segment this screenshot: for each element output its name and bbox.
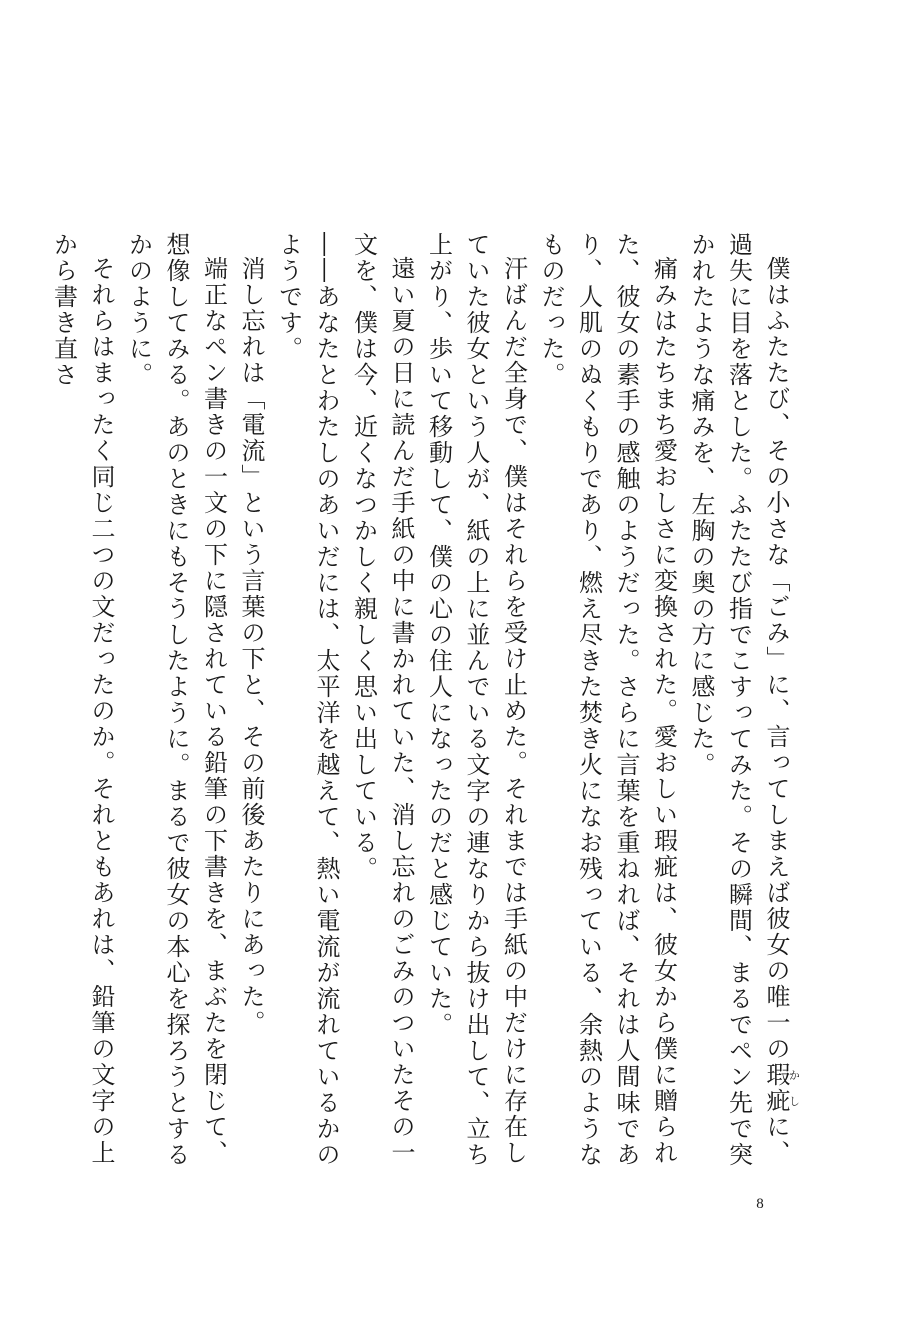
paragraph-1-post: に、過失に目を落とした。ふたたび指でこすってみた。その瞬間、まるでペン先で突かれたような痛みを、左胸の奥の方に感じた。 (687, 232, 790, 1168)
paragraph-1-pre: 僕はふたたび、その小さな「ごみ」に、言ってしまえば彼女の唯一の (762, 256, 790, 1062)
paragraph-7: それらはまったく同じ二つの文だったのか。それともあれは、鉛筆の文字の上から書き直さ (49, 232, 115, 1166)
ruby-base: 瑕疵 (762, 1062, 790, 1114)
page-number: 8 (756, 1196, 764, 1212)
ruby-kashi (762, 1062, 801, 1114)
ruby-reading: かし (787, 1062, 801, 1114)
paragraph-3: 汗ばんだ全身で、僕はそれらを受け止めた。それまでは手紙の中だけに存在していた彼女という人が、紙の上に並んでいる文字の連なりから抜け出して、立ち上がり、歩いて移動して、僕の心の住人になったのだと感じていた。 (424, 232, 528, 1168)
quoted-line: ――あなたとわたしのあいだには、太平洋を越えて、熱い電流が流れているかのようです。 (274, 232, 340, 1168)
paragraph-4: 遠い夏の日に読んだ手紙の中に書かれていた、消し忘れのごみのついたその一文を、僕は今、近くなつかしく親しく思い出している。 (349, 232, 415, 1166)
paragraph-5: 消し忘れは「電流」という言葉の下と、その前後あたりにあった。 (237, 256, 265, 1036)
paragraph-1 (682, 232, 801, 1172)
paragraph-2: 痛みはたちまち愛おしさに変換された。愛おしい瑕疵は、彼女から僕に贈られた、彼女の素手の感触のようだった。さらに言葉を重ねれば、それは人間味であり、人肌のぬくもりであり、燃え尽きた焚き火になお残っている、余熱のようなものだった。 (537, 232, 678, 1168)
paragraph-6: 端正なペン書きの一文の下に隠されている鉛筆の下書きを、まぶたを閉じて、想像してみる。あのときにもそうしたように。まるで彼女の本心を探ろうとするかのように。 (124, 232, 228, 1168)
vertical-text-body (49, 232, 801, 1172)
